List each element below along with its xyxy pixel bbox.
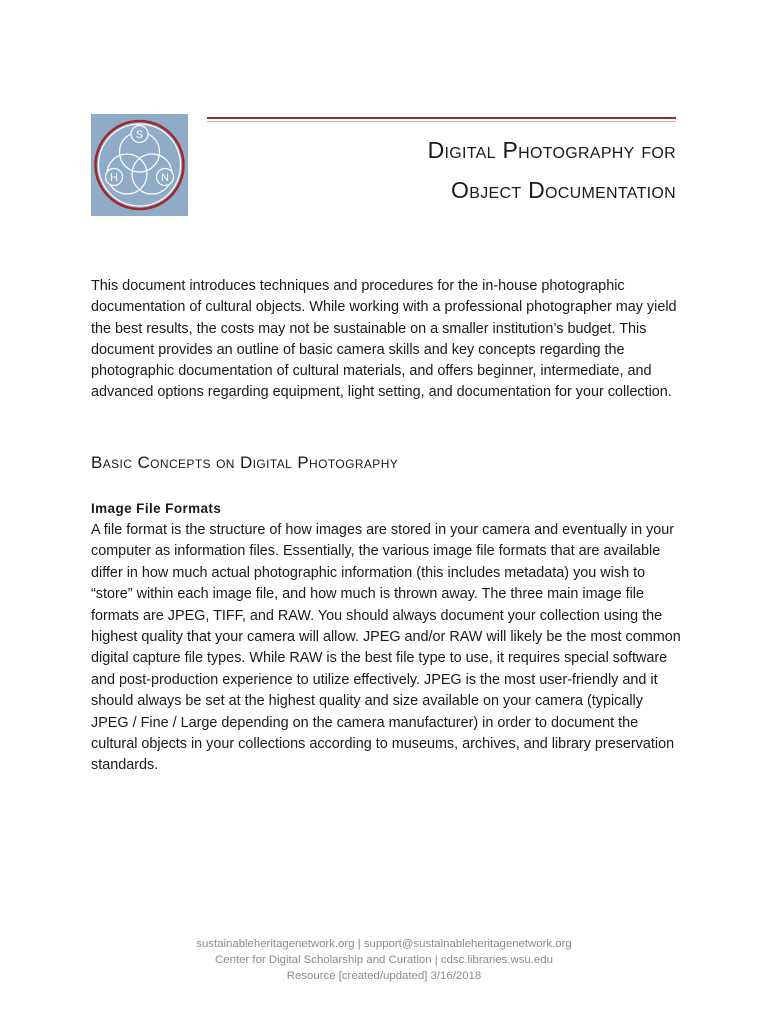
title-line-1: Digital Photography for — [427, 137, 676, 163]
header-rule-gray — [207, 121, 676, 122]
subsection-heading: Image File Formats — [91, 501, 222, 516]
header-rule-accent — [207, 117, 676, 119]
logo-letter-s: S — [135, 129, 144, 141]
logo-letter-h: H — [110, 172, 118, 184]
shn-logo-mark — [91, 114, 188, 216]
page-footer — [0, 936, 768, 984]
footer-date-line: Resource [created/updated] 3/16/2018 — [286, 970, 482, 982]
shn-logo — [91, 114, 188, 216]
title-line-2: Object Documentation — [451, 177, 676, 203]
footer-center-line: Center for Digital Scholarship and Curation | cdsc.libraries.wsu.edu — [215, 954, 553, 966]
logo-letter-n: N — [161, 172, 169, 184]
section-body-paragraph: A file format is the structure of how images are stored in your camera and eventually in your computer as information files. Essentially, the various image file formats that are available differ in how much actual photographic information (this includes metadata) you wish to “store” within each image file, and how much is thrown away. The three main image file formats are JPEG, TIFF, and RAW. You should always document your collection using the highest quality that your camera will allow. JPEG and/or RAW will likely be the most common digital capture file types. While RAW is the best file type to use, it requires special software and post-production experience to utilize effectively. JPEG is the most user-friendly and it should always be set at the highest quality and size available on your camera (typically JPEG / Fine / Large depending on the camera manufacturer) in order to document the cultural objects in your collections according to museums, archives, and library preservation standards. — [91, 522, 681, 774]
intro-paragraph: This document introduces techniques and procedures for the in-house photographic documentation of cultural objects. While working with a professional photographer may yield the best results, the costs may not be sustainable on a smaller institution’s budget. This document provides an outline of basic camera skills and key concepts regarding the photographic documentation of cultural materials, and offers beginner, intermediate, and advanced options regarding equipment, light setting, and documentation for your collection. — [91, 278, 677, 401]
section-heading: Basic Concepts on Digital Photography — [91, 453, 399, 472]
footer-contact-line: sustainableheritagenetwork.org | support@sustainableheritagenetwork.org — [196, 938, 572, 950]
document-title — [206, 130, 676, 210]
